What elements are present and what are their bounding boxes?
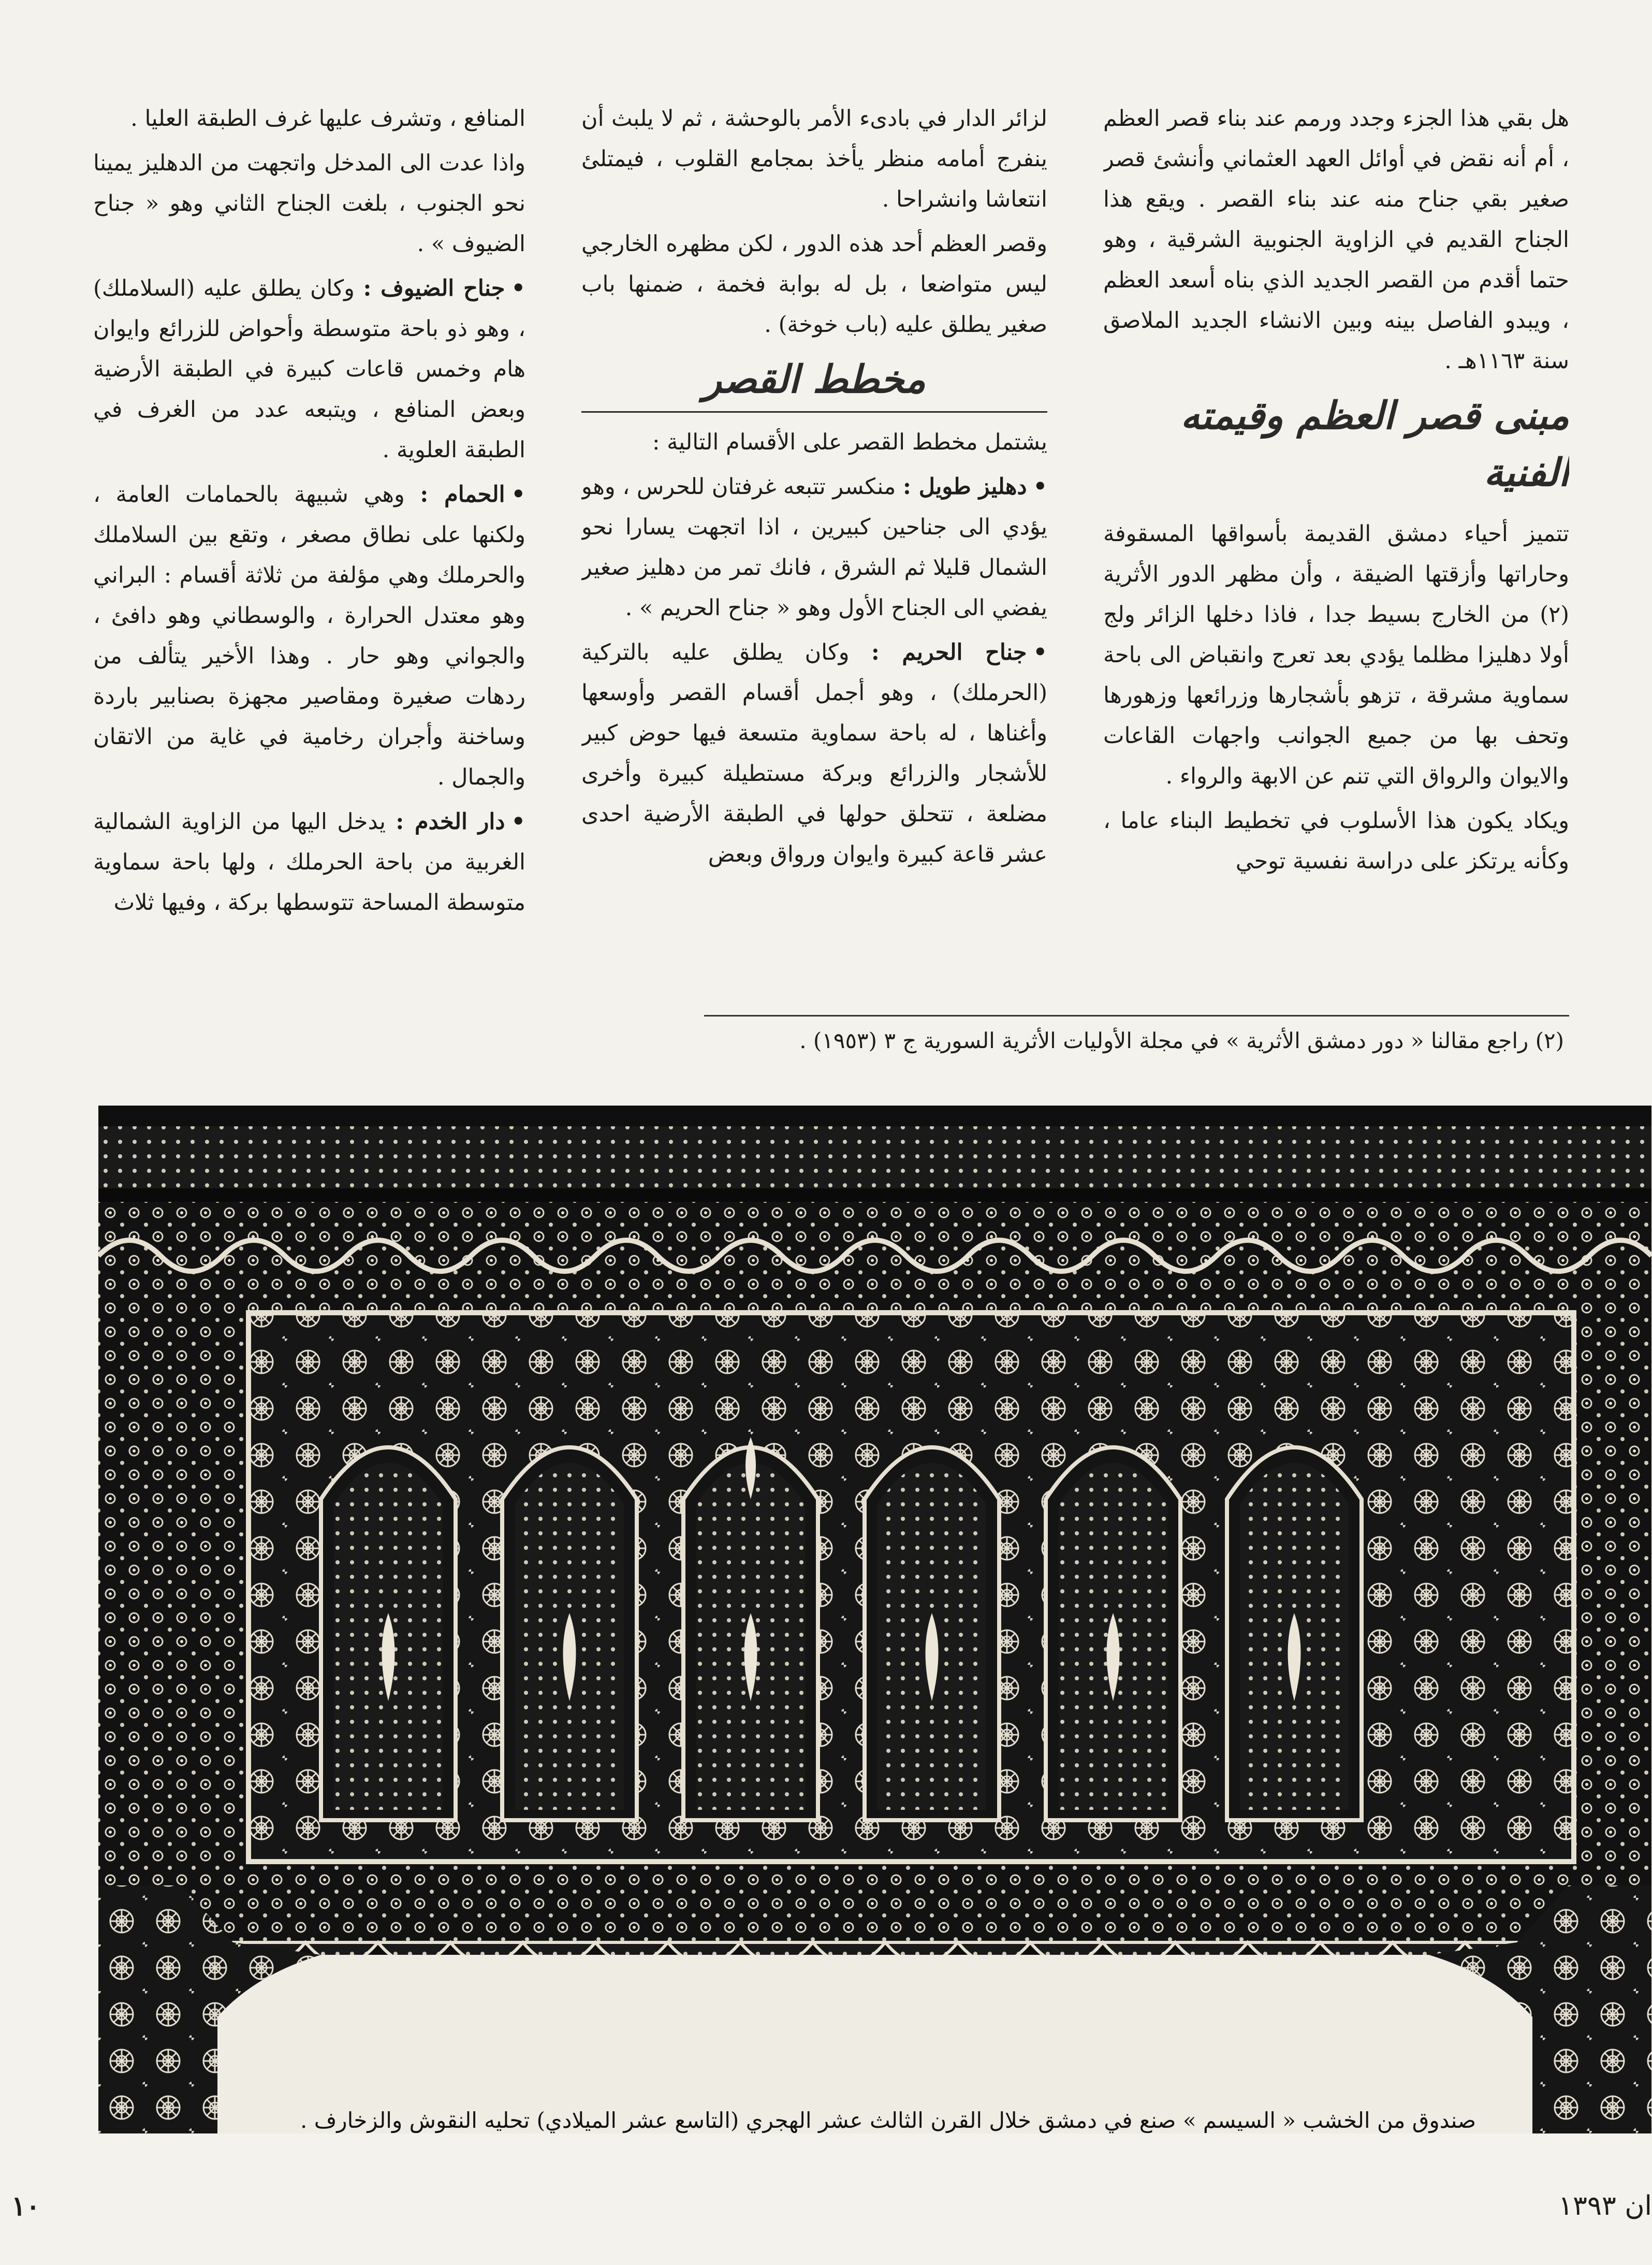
bullet: •: [511, 809, 525, 835]
list-item: [581, 632, 1047, 875]
bullet: •: [1033, 640, 1047, 665]
item-text: يدخل اليها من الزاوية الشمالية الغربية من باحة الحرملك ، ولها باحة سماوية متوسطة المساحة تتوسطها بركة ، وفيها ثلاث: [93, 809, 525, 916]
list-item: [93, 474, 525, 797]
item-text: وهي شبيهة بالحمامات العامة ، ولكنها على نطاق مصغر ، وتقع بين السلاملك والحرملك وهي مؤلفة من ثلاثة أقسام : البراني وهو معتدل الحرارة ، والوسطاني وهو دافئ ، والجواني وهو حار . وهذا الأخير يتألف من ردهات صغيرة ومقاصير مجهزة بصنابير باردة وساخنة وأجران رخامية في غاية من الاتقان والجمال .: [93, 482, 525, 790]
paragraph: تتميز أحياء دمشق القديمة بأسواقها المسقوفة وحاراتها وأزقتها الضيقة ، وأن مظهر الدور الأثرية (٢) من الخارج بسيط جدا ، فاذا دخلها الزائر ولج أولا دهليزا مظلما يؤدي بعد تعرج وانقباض الى باحة سماوية مشرقة ، تزهو بأشجارها وزرائعها وزهورها وتحف بها من جميع الجوانب واجهات القاعات والايوان والرواق التي تنم عن الابهة والرواء .: [1103, 521, 1569, 789]
item-text: وكان يطلق عليه بالتركية (الحرملك) ، وهو أجمل أقسام القصر وأوسعها وأغناها ، له باحة سماوية متسعة فيها حوض كبير للأشجار والزرائع وبركة مستطيلة كبيرة وأخرى مضلعة ، تتحلق حولها في الطبقة الأرضية احدى عشر قاعة كبيرة وايوان ورواق وبعض: [581, 640, 1047, 867]
column-right: [1103, 98, 1569, 1010]
item-lead: الحمام :: [420, 482, 505, 507]
text-columns: [93, 98, 1569, 1010]
footnote-rule: [704, 1015, 1569, 1017]
chest-illustration: [98, 1106, 1651, 2133]
column-middle: [581, 98, 1047, 1010]
paragraph: لزائر الدار في بادىء الأمر بالوحشة ، ثم لا يلبث أن ينفرج أمامه منظر يأخذ بمجامع القلوب ، فيمتلئ انتعاشا وانشراحا .: [581, 106, 1047, 212]
paragraph: ويكاد يكون هذا الأسلوب في تخطيط البناء عاما ، وكأنه يرتكز على دراسة نفسية توحي: [1103, 808, 1569, 874]
bullet: •: [511, 275, 525, 301]
paragraph: يشتمل مخطط القصر على الأقسام التالية :: [652, 429, 1047, 455]
list-item: [581, 467, 1047, 628]
section-heading: مخطط القصر: [581, 351, 1047, 413]
paragraph: واذا عدت الى المدخل واتجهت من الدهليز يمينا نحو الجنوب ، بلغت الجناح الثاني وهو « جناح الضيوف » .: [93, 150, 525, 257]
item-lead: دار الخدم :: [396, 809, 505, 835]
item-lead: جناح الحريم :: [871, 640, 1027, 665]
list-item: [93, 802, 525, 923]
photo-caption: صندوق من الخشب « السيسم » صنع في دمشق خلال القرن الثالث عشر الهجري (التاسع عشر الميلادي) تحليه النقوش والزخارف .: [300, 2108, 1476, 2133]
paragraph: المنافع ، وتشرف عليها غرف الطبقة العليا .: [130, 106, 525, 132]
section-heading: مبنى قصر العظم وقيمته الفنية: [1180, 394, 1569, 495]
chest-photograph: [98, 1106, 1651, 2133]
item-text: وكان يطلق عليه (السلاملك) ، وهو ذو باحة متوسطة وأحواض للزرائع وايوان هام وخمس قاعات كبيرة في الطبقة الأرضية وبعض المنافع ، ويتبعه عدد من الغرف في الطبقة العلوية .: [93, 275, 525, 463]
bullet: •: [511, 482, 525, 507]
bullet: •: [1033, 474, 1047, 500]
item-lead: دهليز طويل :: [902, 474, 1027, 500]
paragraph: وقصر العظم أحد هذه الدور ، لكن مظهره الخارجي ليس متواضعا ، بل له بوابة فخمة ، ضمنها باب صغير يطلق عليه (باب خوخة) .: [581, 231, 1047, 338]
list-item: [93, 268, 525, 470]
footnote: (٢) راجع مقالنا « دور دمشق الأثرية » في مجلة الأوليات الأثرية السورية ج ٣ (١٩٥٣) .: [799, 1028, 1564, 1053]
running-footer: ان ١٣٩٣: [1558, 2190, 1652, 2222]
item-text: منكسر تتبعه غرفتان للحرس ، وهو يؤدي الى جناحين كبيرين ، اذا اتجهت يسارا نحو الشمال قليلا ثم الشرق ، فانك تمر من دهليز صغير يفضي الى الجناح الأول وهو « جناح الحريم » .: [581, 474, 1047, 621]
column-left: [93, 98, 525, 1010]
paragraph: هل بقي هذا الجزء وجدد ورمم عند بناء قصر العظم ، أم أنه نقض في أوائل العهد العثماني وأنشئ قصر صغير بقي جناح منه عند بناء القصر . ويقع هذا الجناح القديم في الزاوية الجنوبية الشرقية ، وهو حتما أقدم من القصر الجديد الذي بناه أسعد العظم ، ويبدو الفاصل بينه وبين الانشاء الجديد الملاصق سنة ١١٦٣هـ .: [1103, 106, 1569, 374]
page-number: ١٠: [11, 2190, 40, 2222]
item-lead: جناح الضيوف :: [363, 275, 505, 301]
